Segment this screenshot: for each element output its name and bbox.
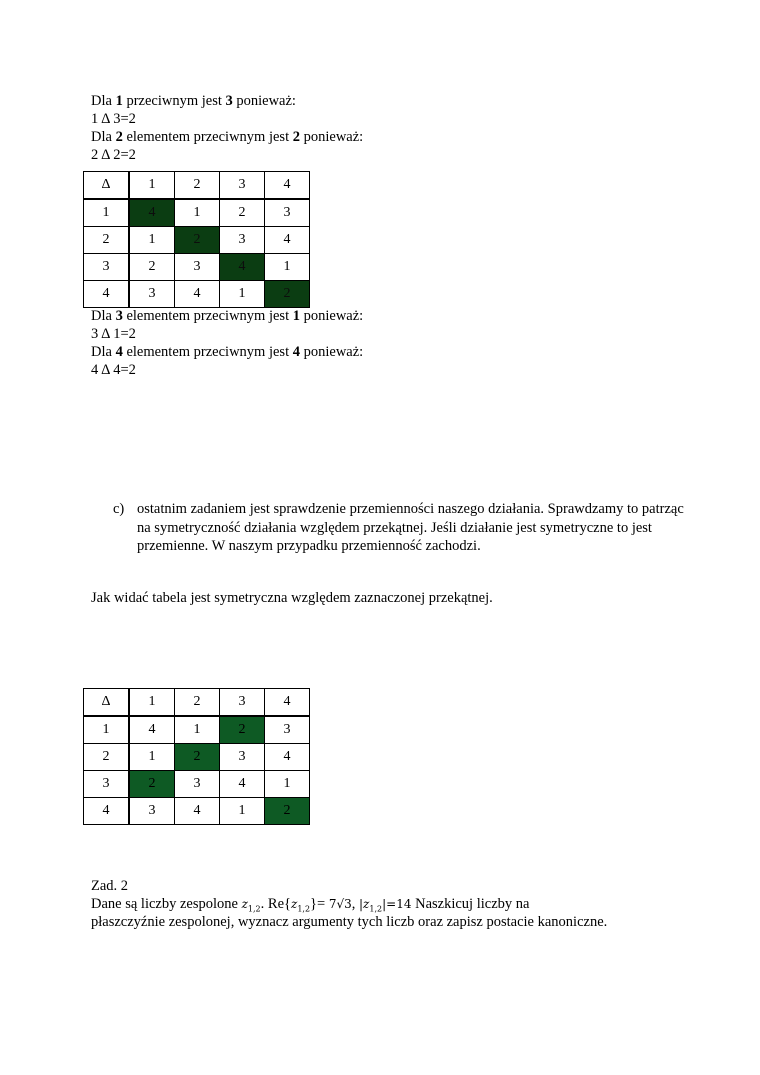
table-cell: 1 (175, 716, 220, 744)
table-cell: 3 (84, 771, 130, 798)
equation-line-2: 2 Δ 2=2 (91, 147, 136, 163)
table-cell: 1 (265, 254, 310, 281)
table-cell: 4 (175, 798, 220, 825)
table-cell: Δ (84, 172, 130, 200)
table-cell: 4 (129, 716, 175, 744)
table-cell: 3 (265, 199, 310, 227)
list-item-text: ostatnim zadaniem jest sprawdzenie przemienności naszego działania. Sprawdzamy to patrząc na symetryczność działania względem przekątnej. Jeśli działanie jest symetryczne to jest przemienne. W naszym przypadku przemienność zachodzi. (137, 501, 684, 554)
table-cell: 1 (129, 172, 175, 200)
table-cell: 4 (265, 172, 310, 200)
table-cell: 4 (220, 771, 265, 798)
equation-line-3: 3 Δ 1=2 (91, 326, 136, 342)
complex-symbol: $z_{1,2}$ (241, 897, 261, 914)
table-cell-highlighted: 4 (129, 199, 175, 227)
equation-line-4: 4 Δ 4=2 (91, 362, 136, 378)
table-cell: 3 (129, 798, 175, 825)
table-cell: Δ (84, 689, 130, 717)
table-header-row (84, 689, 310, 717)
table-row (84, 199, 310, 227)
table-cell: 1 (84, 199, 130, 227)
table-cell: 3 (220, 172, 265, 200)
table-cell-highlighted: 2 (175, 227, 220, 254)
task-line-2: płaszczyźnie zespolonej, wyznacz argumenty tych liczb oraz zapisz postacie kanoniczne. (91, 914, 608, 930)
table-cell: 1 (175, 199, 220, 227)
table-cell-highlighted: 2 (175, 744, 220, 771)
table-row (84, 227, 310, 254)
table-cell-highlighted: 4 (220, 254, 265, 281)
table-cell: 2 (129, 254, 175, 281)
table-cell-highlighted: 2 (265, 798, 310, 825)
opposite-line-3: Dla 3 elementem przeciwnym jest 1 ponieważ: (91, 308, 364, 324)
symmetry-note: Jak widać tabela jest symetryczna względem zaznaczonej przekątnej. (91, 590, 493, 606)
equation-line-1: 1 Δ 3=2 (91, 111, 136, 127)
table-row (84, 281, 310, 308)
table-cell: 2 (84, 227, 130, 254)
table-cell: 1 (265, 771, 310, 798)
table-cell: 4 (175, 281, 220, 308)
table-cell: 2 (84, 744, 130, 771)
table-cell: 4 (84, 798, 130, 825)
table-cell: 3 (175, 254, 220, 281)
table-cell: 1 (129, 744, 175, 771)
table-row (84, 771, 310, 798)
table-row (84, 254, 310, 281)
table-cell: 2 (175, 689, 220, 717)
table-cell: 1 (220, 798, 265, 825)
list-item-c (113, 500, 693, 556)
table-cell: 1 (129, 689, 175, 717)
table-cell: 4 (265, 689, 310, 717)
real-part-value: 7√3 (328, 897, 352, 911)
table-cell: 3 (220, 227, 265, 254)
opposite-line-1: Dla 1 przeciwnym jest 3 ponieważ: (91, 93, 296, 109)
table-cell: 3 (175, 771, 220, 798)
table-cell-highlighted: 2 (129, 771, 175, 798)
list-marker: c) (113, 501, 125, 517)
table-cell: 1 (220, 281, 265, 308)
opposite-line-4: Dla 4 elementem przeciwnym jest 4 ponieważ: (91, 344, 364, 360)
table-cell: 1 (84, 716, 130, 744)
table-row (84, 798, 310, 825)
table-row (84, 744, 310, 771)
table-cell: 2 (220, 199, 265, 227)
table-header-row (84, 172, 310, 200)
table-cell: 3 (84, 254, 130, 281)
complex-symbol: $z_{1,2}$ (290, 897, 311, 914)
table-row (84, 716, 310, 744)
operation-table-1 (83, 171, 310, 308)
table-cell: 3 (265, 716, 310, 744)
modulus-expression: $|z_{1,2}|=14$ (358, 897, 412, 914)
table-cell: 2 (175, 172, 220, 200)
table-cell: 3 (129, 281, 175, 308)
table-cell-highlighted: 2 (220, 716, 265, 744)
table-cell: 4 (84, 281, 130, 308)
opposite-line-2: Dla 2 elementem przeciwnym jest 2 ponieważ: (91, 129, 364, 145)
operation-table-2 (83, 688, 310, 825)
table-cell: 3 (220, 744, 265, 771)
table-cell: 1 (129, 227, 175, 254)
table-cell: 3 (220, 689, 265, 717)
table-cell: 4 (265, 744, 310, 771)
table-cell: 4 (265, 227, 310, 254)
task-title: Zad. 2 (91, 878, 129, 894)
table-cell-highlighted: 2 (265, 281, 310, 308)
task-line-1: Dane są liczby zespolone $z_{1,2}$. $Re\{z_{1,2}\}= 7√3$, $|z_{1,2}|=14$ Naszkicuj liczby na (91, 896, 530, 914)
